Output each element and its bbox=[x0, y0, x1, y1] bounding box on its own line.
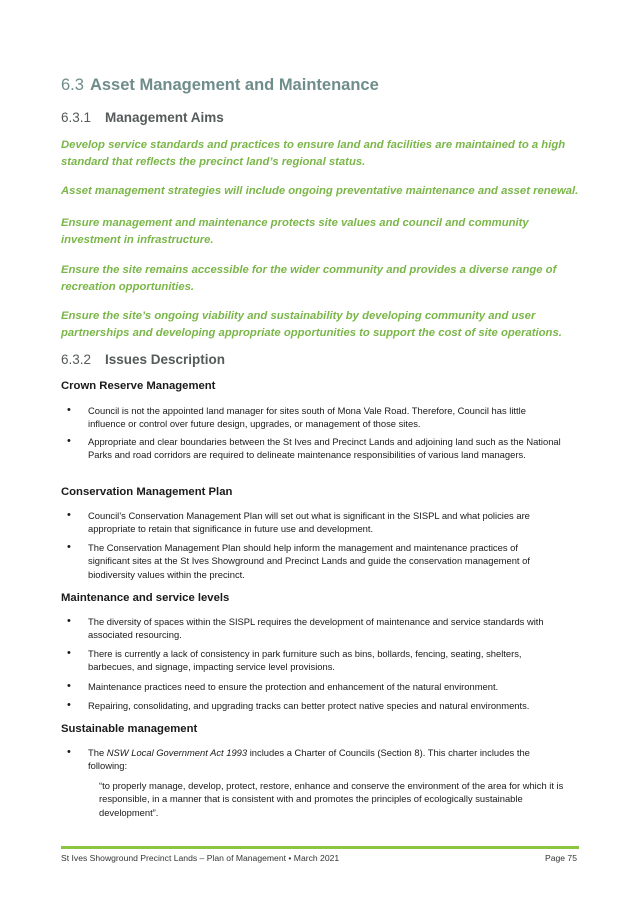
aim-paragraph: Ensure the site’s ongoing viability and sustainability by developing community and user partnerships and developing appropriate opportunities to support the cost of site operations. bbox=[61, 310, 562, 339]
section-number: 6.3 bbox=[61, 76, 84, 94]
footer-page-number: Page 75 bbox=[544, 853, 577, 863]
bullet-item: • Council’s Conservation Management Plan will set out what is significant in the SISPL and what policies are appropriate to retain that significance in future use and development. bbox=[88, 509, 562, 536]
aim-paragraph: Develop service standards and practices to ensure land and facilities are maintained to a high standard that reflects the precinct land’s regional status. bbox=[61, 139, 566, 168]
bullet-item: • There is currently a lack of consistency in park furniture such as bins, bollards, fencing, seating, shelters, barbecues, and signage, impacting service level provisions. bbox=[88, 647, 562, 674]
heading-sustainable: Sustainable management bbox=[61, 723, 198, 735]
footer-divider bbox=[61, 846, 579, 849]
heading-conservation: Conservation Management Plan bbox=[61, 486, 233, 498]
bullet-item: • Maintenance practices need to ensure the protection and enhancement of the natural environment. bbox=[88, 680, 562, 693]
footer-document-title: St Ives Showground Precinct Lands – Plan of Management • March 2021 bbox=[61, 853, 340, 863]
charter-quote: “to properly manage, develop, protect, restore, enhance and conserve the environment of the area for which it is responsible, in a manner that is consistent with and promotes the principles of ecologically sustainable development”. bbox=[99, 780, 564, 818]
aim-paragraph: Asset management strategies will include ongoing preventative maintenance and asset renewal. bbox=[61, 185, 579, 197]
subsection-number: 6.3.1 bbox=[61, 110, 92, 125]
act-suffix: includes a Charter of Councils (Section 8). This charter includes the following: bbox=[88, 747, 530, 772]
bullet-item: • Appropriate and clear boundaries between the St Ives and Precinct Lands and adjoining land such as the National Parks and road corridors are required to delineate maintenance responsibilities of various land managers. bbox=[88, 435, 562, 462]
section-heading bbox=[61, 76, 379, 95]
subsection-title: Issues Description bbox=[105, 352, 226, 367]
subsection-heading-issues bbox=[61, 352, 225, 367]
bullet-item: • The Conservation Management Plan should help inform the management and maintenance practices of significant sites at the St Ives Showground and Precinct Lands and guide the conservation management of biodiversity values within the precinct. bbox=[88, 541, 562, 581]
heading-maintenance: Maintenance and service levels bbox=[61, 592, 230, 604]
subsection-title: Management Aims bbox=[105, 110, 224, 125]
aim-paragraph: Ensure the site remains accessible for the wider community and provides a diverse range of recreation opportunities. bbox=[61, 264, 557, 293]
bullet-item-act bbox=[88, 746, 562, 773]
act-prefix: The bbox=[88, 747, 107, 758]
bullet-item: • Council is not the appointed land manager for sites south of Mona Vale Road. Therefore, Council has little influence or control over future design, upgrades, or management of those sites. bbox=[88, 404, 562, 431]
subsection-number: 6.3.2 bbox=[61, 352, 92, 367]
heading-crown-reserve: Crown Reserve Management bbox=[61, 380, 216, 392]
subsection-heading-aims bbox=[61, 110, 224, 125]
bullet-item: • Repairing, consolidating, and upgrading tracks can better protect native species and natural environments. bbox=[88, 699, 562, 712]
aim-paragraph: Ensure management and maintenance protects site values and council and community investment in infrastructure. bbox=[61, 217, 529, 246]
section-title: Asset Management and Maintenance bbox=[89, 76, 379, 94]
bullet-item: • The diversity of spaces within the SISPL requires the development of maintenance and service standards with associated resourcing. bbox=[88, 615, 562, 642]
act-name: NSW Local Government Act 1993 bbox=[106, 747, 248, 758]
